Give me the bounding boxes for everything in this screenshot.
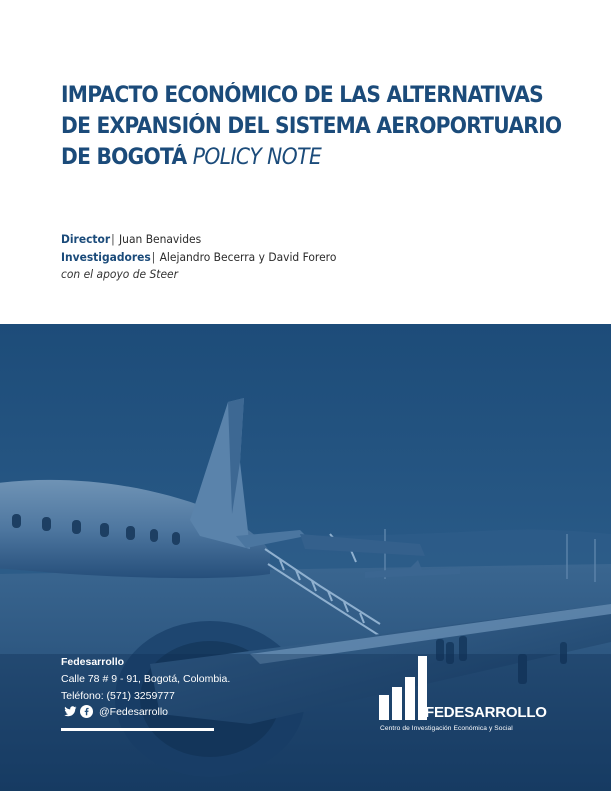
title-line-3-text: DE BOGOTÁ [61,145,187,170]
contact-info [61,654,230,705]
contact-phone: Teléfono: (571) 3259777 [61,690,175,702]
contact-address: Calle 78 # 9 - 91, Bogotá, Colombia. [61,673,231,685]
title-line-2: DE EXPANSIÓN DEL SISTEMA AEROPORTUARIO [61,114,562,139]
investigators-role: Investigadores [61,249,151,264]
investigators-names: Alejandro Becerra y David Forero [159,249,337,264]
document-title [61,80,581,173]
credits [61,231,461,284]
fedesarrollo-logo [378,655,558,735]
logo-tagline: Centro de Investigación Económica y Social [380,725,513,732]
fedesarrollo-bars-icon [378,655,428,721]
contact-divider [61,728,214,731]
title-line-3 [61,142,539,173]
facebook-icon[interactable] [80,705,93,718]
director-name: Juan Benavides [119,232,202,246]
director-separator: | [111,232,115,246]
contact-organization: Fedesarrollo [61,656,125,668]
title-line-1: IMPACTO ECONÓMICO DE LAS ALTERNATIVAS [61,83,543,108]
social-handle[interactable]: @Fedesarrollo [99,705,169,718]
twitter-icon[interactable] [64,705,77,718]
director-role: Director [61,232,111,246]
director-row [61,231,433,249]
support-note: con el apoyo de Steer [61,267,179,281]
investigators-separator: | [151,249,156,264]
logo-name: FEDESARROLLO [425,704,547,721]
social-links [64,705,168,718]
title-suffix: POLICY NOTE [192,145,322,170]
investigators-row [61,249,433,267]
